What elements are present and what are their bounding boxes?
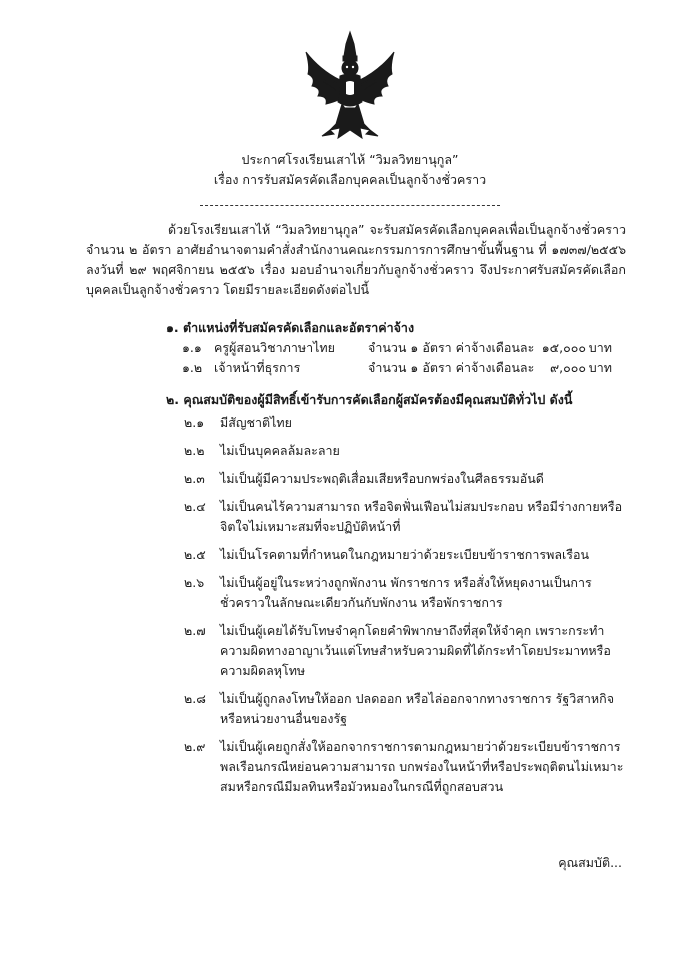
qualification-item [184,545,624,565]
qualification-number: ๒.๓ [184,471,205,486]
qualification-item [184,441,624,461]
qualification-item [184,621,624,681]
position-number: ๑.๑ [182,340,202,355]
qualification-text: ไม่เป็นโรคตามที่กำหนดในกฎหมายว่าด้วยระเบียบข้าราชการพลเรือน [220,547,590,562]
qualification-text: ไม่เป็นผู้เคยได้รับโทษจำคุกโดยคำพิพากษาถึงที่สุดให้จำคุก เพราะกระทำความผิดทางอาญาเว้นแต่โทษสำหรับความผิดที่ได้กระทำโดยประมาทหรือความผิดลหุโทษ [220,623,611,678]
intro-paragraph [86,220,626,300]
section-1-title: ๑. ตำแหน่งที่รับสมัครคัดเลือกและอัตราค่าจ้าง [166,320,415,335]
position-name: เจ้าหน้าที่ธุรการ [213,360,301,375]
position-unit: บาท [588,360,612,375]
position-salary: ๑๕,๐๐๐ [541,340,586,355]
qualification-item [184,469,624,489]
qualification-item [184,573,624,613]
dashed-divider [200,205,500,206]
continued-marker: คุณสมบัติ... [558,855,622,870]
qualification-item [184,737,624,797]
position-unit: บาท [588,340,612,355]
document-header [0,150,700,190]
qualification-number: ๒.๑ [184,415,205,430]
section-2-title: ๒. คุณสมบัติของผู้มีสิทธิ์เข้ารับการคัดเลือกผู้สมัครต้องมีคุณสมบัติทั่วไป ดังนี้ [166,392,573,407]
qualification-number: ๒.๕ [184,547,206,562]
announcement-subject: เรื่อง การรับสมัครคัดเลือกบุคคลเป็นลูกจ้างชั่วคราว [213,172,487,187]
position-detail: จำนวน ๑ อัตรา ค่าจ้างเดือนละ [368,360,535,375]
qualification-number: ๒.๒ [184,443,205,458]
qualification-text: ไม่เป็นผู้อยู่ในระหว่างถูกพักงาน พักราชการ หรือสั่งให้หยุดงานเป็นการชั่วคราวในลักษณะเดียวกันกับพักงาน หรือพักราชการ [220,575,592,610]
qualification-list [184,413,624,805]
intro-text: ด้วยโรงเรียนเสาไห้ “วิมลวิทยานุกูล” จะรับสมัครคัดเลือกบุคคลเพื่อเป็นลูกจ้างชั่วคราว จำนวน ๒ อัตรา อาศัยอำนาจตามคำสั่งสำนักงานคณะกรรมการการศึกษาขั้นพื้นฐาน ที่ ๑๗๓๗/๒๕๕๖ ลงวันที่ ๒๙ พฤศจิกายน ๒๕๕๖ เรื่อง มอบอำนาจเกี่ยวกับลูกจ้างชั่วคราว จึงประกาศรับสมัครคัดเลือกบุคคลเป็นลูกจ้างชั่วคราว โดยมีรายละเอียดดังต่อไปนี้ [86,222,626,297]
qualification-number: ๒.๘ [184,691,206,706]
qualification-text: มีสัญชาติไทย [220,415,292,430]
position-detail: จำนวน ๑ อัตรา ค่าจ้างเดือนละ [368,340,535,355]
position-row [182,358,612,378]
position-name: ครูผู้สอนวิชาภาษาไทย [213,340,335,355]
qualification-text: ไม่เป็นผู้มีความประพฤติเสื่อมเสียหรือบกพร่องในศีลธรรมอันดี [220,471,544,486]
qualification-text: ไม่เป็นผู้ถูกลงโทษให้ออก ปลดออก หรือไล่ออกจากทางราชการ รัฐวิสาหกิจ หรือหน่วยงานอื่นของรัฐ [220,691,615,726]
qualification-item [184,497,624,537]
qualification-item [184,413,624,433]
position-row [182,338,612,358]
garuda-emblem-icon [300,30,400,146]
qualification-text: ไม่เป็นผู้เคยถูกสั่งให้ออกจากราชการตามกฎหมายว่าด้วยระเบียบข้าราชการพลเรือนกรณีหย่อนความสามารถ บกพร่องในหน้าที่หรือประพฤติตนไม่เหมาะสมหรือกรณีมีมลทินหรือมัวหมองในกรณีที่ถูกสอบสวน [220,739,624,794]
qualification-number: ๒.๗ [184,623,206,638]
qualification-number: ๒.๙ [184,739,206,754]
qualification-item [184,689,624,729]
position-salary: ๙,๐๐๐ [549,360,586,375]
qualification-text: ไม่เป็นบุคคลล้มละลาย [220,443,340,458]
qualification-number: ๒.๖ [184,575,205,590]
announcement-title: ประกาศโรงเรียนเสาไห้ “วิมลวิทยานุกูล” [241,152,459,167]
qualification-text: ไม่เป็นคนไร้ความสามารถ หรือจิตฟั่นเฟือนไม่สมประกอบ หรือมีร่างกายหรือจิตใจไม่เหมาะสมที่จะปฏิบัติหน้าที่ [220,499,623,534]
qualification-number: ๒.๔ [184,499,206,514]
position-number: ๑.๒ [182,360,203,375]
